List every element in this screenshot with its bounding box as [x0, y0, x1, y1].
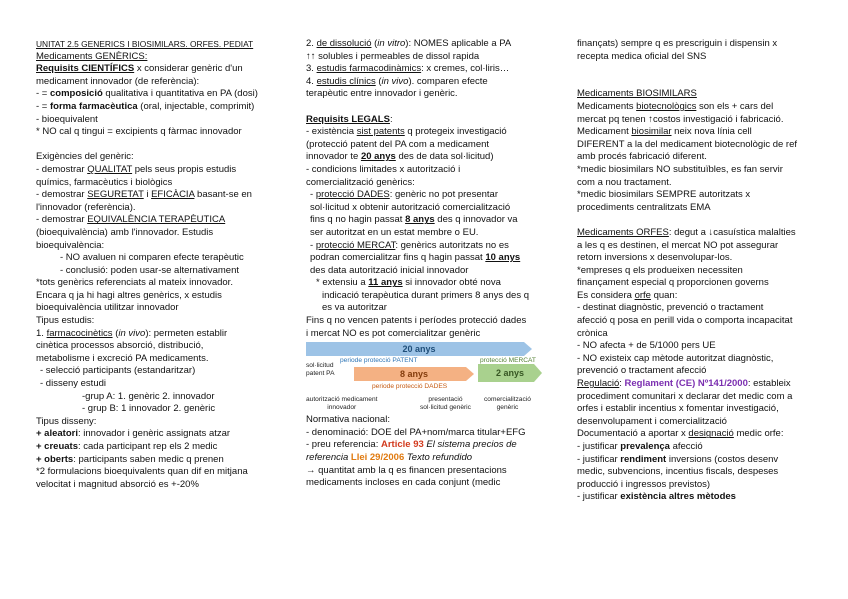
study-item: 4. estudis clínics (in vivo). comparen efecte	[306, 75, 488, 87]
text-line: Medicaments biotecnològics son els + cars del	[577, 100, 774, 112]
group-item: - grup B: 1 innovador 2. genèric	[82, 403, 216, 415]
sub-item: - selecció participants (estandaritzar)	[40, 365, 196, 377]
text-line: bioequivalència:	[36, 239, 105, 251]
sci-requirements	[36, 63, 286, 76]
text-line: desenvolupament i comercialització	[577, 415, 727, 427]
text-line: procediments centralitzats EMA	[577, 201, 711, 213]
note-line: *empreses q els produeixen necessiten	[577, 264, 743, 276]
sci-req-rest: x considerar genèric d'un	[134, 63, 243, 75]
text-line: Encara q ja hi hagi altres genèrics, x estudis	[36, 289, 222, 301]
req-item: - = composició qualitativa i quantitativa en PA (dosi)	[36, 88, 258, 100]
text-line: indicació terapèutica durant primers 8 anys des q	[322, 289, 530, 301]
design-item: + oberts: participants saben medic q prenen	[36, 453, 224, 465]
study-item: 1. farmacocinètics (in vivo): permeten establir	[36, 327, 228, 339]
text-line: - preu referencia: Article 93 El sistema precios de	[306, 439, 517, 451]
text-line: - denominació: DOE del PA+nom/marca titular+EFG	[306, 426, 526, 438]
note-line: *tots genèrics referenciats al mateix innovador.	[36, 277, 233, 289]
patent-application-label: sol·licitud patent PA	[306, 362, 335, 378]
sub-item: - protecció MERCAT: genèrics autoritzats no es	[310, 239, 509, 251]
patent-period-label: periode protecció PATENT	[340, 357, 418, 365]
text-line: cinètica processos absorció, distribució,	[36, 340, 204, 352]
req-item: - bioequivalent	[36, 113, 98, 125]
text-line: referencia Llei 29/2006 Texto refundido	[306, 452, 473, 464]
study-item: 2. de dissolució (in vitro): NOMES aplicable a PA	[306, 38, 512, 49]
text-line: com a nou tractament.	[577, 176, 672, 188]
text-line: prevenció o tractament afecció	[577, 365, 707, 377]
legal-item: - condicions limitades x autorització i	[306, 163, 461, 175]
design-item: + creuats: cada participant rep els 2 medic	[36, 441, 218, 452]
justify-item: - justificar rendiment inversions (costos desenv	[577, 453, 779, 465]
text-line: sol·licitud x obtenir autorització comercialització	[310, 201, 511, 213]
market-years-label: 2 anys	[495, 367, 525, 378]
sub-item: - protecció DADES: genèric no pot presentar	[310, 189, 498, 201]
text-line: crònica	[577, 327, 608, 339]
text-line: i mercat NO es pot comercialitzar genèric	[306, 327, 481, 339]
text-line: amb procés fabricació diferent.	[577, 151, 707, 163]
text-line: fins q no hagin passat 8 anys des q innovador va	[310, 214, 518, 226]
sub-item: - disseny estudi	[40, 378, 107, 390]
protection-timeline	[306, 340, 552, 444]
documentation-heading: Documentació a aportar x designació medic orfe:	[577, 428, 784, 440]
text-line: recepta medica oficial del SNS	[577, 50, 707, 62]
text-line: producció i ingressos previstos)	[577, 478, 711, 490]
text-line: mercat pq tenen ↑costos investigació i fabricació.	[577, 113, 784, 125]
study-item: 3. estudis farmacodinàmics: x cremes, col·liris…	[306, 63, 510, 75]
text-line: podran comercialitzar fins q hagin passat 10 anys	[310, 252, 521, 264]
column-2	[306, 38, 552, 490]
unit-title: UNITAT 2.5 GENERICS I BIOSIMILARS. ORFES. PEDIAT	[36, 39, 254, 49]
text-line: comercialització genèrics:	[306, 176, 415, 188]
sci-req-label: Requisits CIENTÍFICS	[36, 63, 135, 75]
sub-item: - NO avaluen ni comparen efecte terapèutic	[60, 252, 244, 264]
criteria-item: - NO existeix cap mètode autoritzat diagnòstic,	[577, 352, 774, 364]
text-line: medic, subvencions, incentius fiscals, despeses	[577, 466, 779, 478]
generics-heading: Medicaments GENÈRICS:	[36, 50, 148, 62]
generic-marketing-label: comercialització genèric	[484, 396, 531, 412]
text-line: ser autoritzat en un estat membre o EU.	[310, 226, 479, 238]
generic-application-label: presentació sol·licitud genèric	[420, 396, 471, 412]
text-line: ↑↑ solubles i permeables de dissol rapida	[306, 50, 480, 62]
column-3	[577, 38, 829, 504]
text-line: (bioequivalència) amb l'innovador. Estudis	[36, 226, 214, 238]
text-line: metabolisme i excreció PA medicaments.	[36, 352, 209, 364]
criteria-item: - NO afecta + de 5/1000 pers UE	[577, 340, 716, 352]
text-line: → quantitat amb la q es financen presentacions	[306, 464, 507, 476]
patent-years-label: 20 anys	[402, 343, 436, 354]
justify-item: - justificar prevalença afecció	[577, 441, 703, 452]
legal-item: - existència sist patents q protegeix investigació	[306, 126, 507, 138]
biosimilars-heading: Medicaments BIOSIMILARS	[577, 88, 697, 100]
group-item: -grup A: 1. genèric 2. innovador	[82, 390, 215, 402]
note-line: * NO cal q tingui = excipients q fàrmac innovador	[36, 126, 242, 138]
demo-item: - demostrar QUALITAT pels seus propis estudis	[36, 163, 237, 175]
text-line: terapèutic entre innovador i genèric.	[306, 88, 458, 100]
market-protection-label: protecció MERCAT	[480, 357, 536, 365]
text-line: medicament innovador (de referència):	[36, 75, 200, 87]
text-line: retorn inversions x desenvolupar-los.	[577, 252, 733, 264]
text-line: des data autorització inicial innovador	[310, 264, 469, 276]
text-line: finançats) sempre q es prescriguin i dispensin x	[577, 38, 778, 49]
note-line: *medic biosimilars SEMPRE autoritzats x	[577, 189, 751, 201]
note-line: *medic biosimilars NO substituïbles, es fan servir	[577, 163, 783, 175]
text-line: (protecció patent del PA com a medicament	[306, 138, 490, 150]
column-1	[36, 38, 286, 491]
text-line: afecció q posa en perill vida o comporta incapacitat	[577, 315, 793, 327]
market-bar	[478, 364, 542, 382]
text-line: orfes i establir incentius x fomentar investigació,	[577, 403, 779, 415]
text-line: Es considera orfe quan:	[577, 289, 678, 301]
text-line: innovador te 20 anys des de data sol·licitud)	[306, 151, 494, 163]
study-types-heading: Tipus estudis:	[36, 315, 95, 327]
data-years-label: 8 anys	[399, 368, 429, 379]
innovator-authorization-label: autorització medicament innovador	[306, 396, 378, 412]
text-line: velocitat i magnitud absorció es +-20%	[36, 478, 199, 490]
text-line: es va autoritzar	[322, 302, 387, 314]
text-line: medicaments incloses en cada conjunt (medic	[306, 477, 501, 489]
text-line: l'innovador (referència).	[36, 201, 136, 213]
req-item: - = forma farmacèutica (oral, injectable, comprimit)	[36, 100, 255, 112]
regulation-line: Regulació: Reglament (CE) Nº141/2000: estableix	[577, 378, 791, 390]
justify-item: - justificar existència altres mètodes	[577, 491, 736, 503]
text-line: procediment comunitari x declarar det medic com a	[577, 390, 793, 402]
demo-item: - demostrar EQUIVALÈNCIA TERAPÈUTICA	[36, 214, 226, 226]
requirements-heading: Exigències del genèric:	[36, 151, 134, 163]
demo-item: - demostrar SEGURETAT i EFICÀCIA basant-se en	[36, 189, 252, 201]
data-bar	[354, 367, 474, 381]
design-item: + aleatori: innovador i genèric assignats atzar	[36, 428, 231, 440]
text-line: químics, farmacèutics i biològics	[36, 176, 173, 188]
text-line: a les q es destinen, el mercat NO pot assegurar	[577, 239, 779, 251]
legal-heading: Requisits LEGALS:	[306, 113, 393, 125]
criteria-item: - destinat diagnòstic, prevenció o tractament	[577, 302, 764, 314]
text-line: Fins q no vencen patents i períodes protecció dades	[306, 315, 527, 327]
text-line: bioequivalència utilitzar innovador	[36, 302, 179, 314]
note-line: * extensiu a 11 anys si innovador obté nova	[316, 277, 501, 289]
patent-bar	[306, 342, 532, 356]
design-heading: Tipus disseny:	[36, 415, 97, 427]
note-line: *2 formulacions bioequivalents quan dif en mitjana	[36, 466, 248, 478]
data-period-label: periode protecció DADES	[372, 383, 448, 391]
text-line: DIFERENT a la del medicament biotecnològic de ref	[577, 138, 798, 150]
text-line: Medicament biosimilar neix nova línia cell	[577, 126, 752, 138]
sub-item: - conclusió: poden usar-se alternativament	[60, 264, 240, 276]
national-heading: Normativa nacional:	[306, 414, 390, 426]
orphans-heading: Medicaments ORFES: degut a ↓casuística malalties	[577, 226, 796, 238]
text-line: finançament especial q proporcionen governs	[577, 277, 769, 289]
